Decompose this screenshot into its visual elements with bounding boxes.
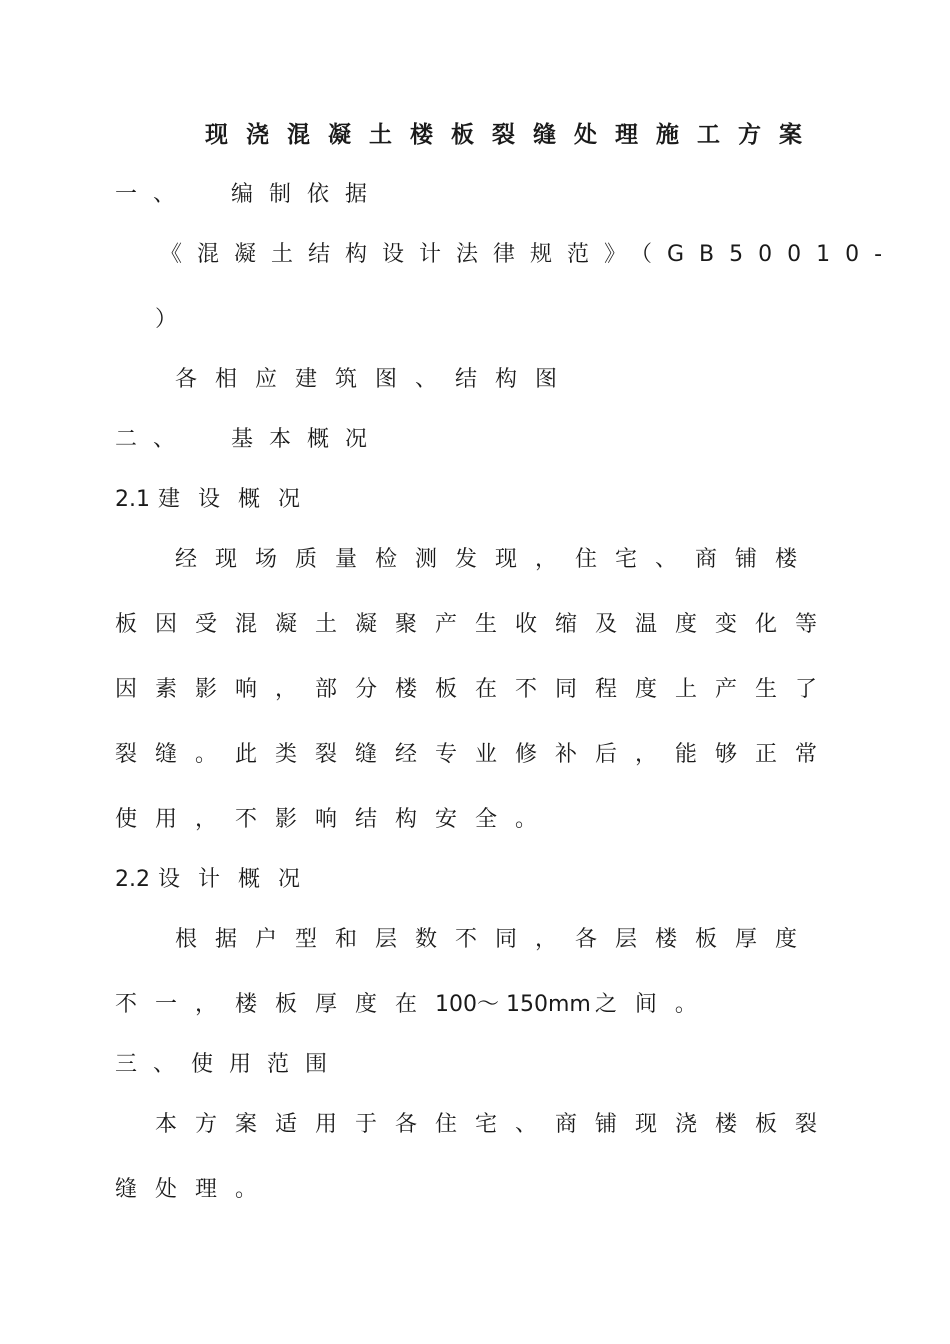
section-1-number: 一、 [115,182,192,207]
paragraph-line: 本方案适用于各住宅、商铺现浇楼板裂 [155,1112,836,1137]
subsection-2-1-number: 2.1 [115,487,150,512]
paragraph-line [115,990,715,1020]
subsection-2-2-title: 设计概况 [158,867,319,892]
paragraph-line: 缝处理。 [115,1177,276,1202]
subsection-2-2-number: 2.2 [115,867,150,892]
paragraph-text: 之间。 [594,992,715,1017]
section-2-title: 基本概况 [231,427,384,452]
section-3-heading: 三、使用范围 [115,1052,344,1077]
reference-item-1: 《混凝土结构设计法律规范》（GB50010- [160,242,898,267]
paragraph-line: 根据户型和层数不同，各层楼板厚度 [175,927,816,952]
subsection-2-1-title: 建设概况 [158,487,319,512]
subsection-2-1-heading [115,485,318,515]
paragraph-line: 使用，不影响结构安全。 [115,807,556,832]
paragraph-line: 裂缝。此类裂缝经专业修补后，能够正常 [115,742,836,767]
section-1-heading [115,180,383,210]
paragraph-text: 不一，楼板厚度在 [115,992,436,1017]
subsection-2-2-heading [115,865,318,895]
document-title: 现浇混凝土楼板裂缝处理施工方案 [205,122,820,148]
reference-item-1-continued: ） [155,307,196,332]
reference-item-2: 各相应建筑图、结构图 [175,367,576,392]
thickness-range: 100～ 150mm [435,992,591,1017]
paragraph-line: 经现场质量检测发现，住宅、商铺楼 [175,547,816,572]
section-2-number: 二、 [115,427,192,452]
paragraph-line: 因素影响，部分楼板在不同程度上产生了 [115,677,836,702]
section-1-title: 编制依据 [231,182,384,207]
section-2-heading [115,425,383,455]
paragraph-line: 板因受混凝土凝聚产生收缩及温度变化等 [115,612,836,637]
